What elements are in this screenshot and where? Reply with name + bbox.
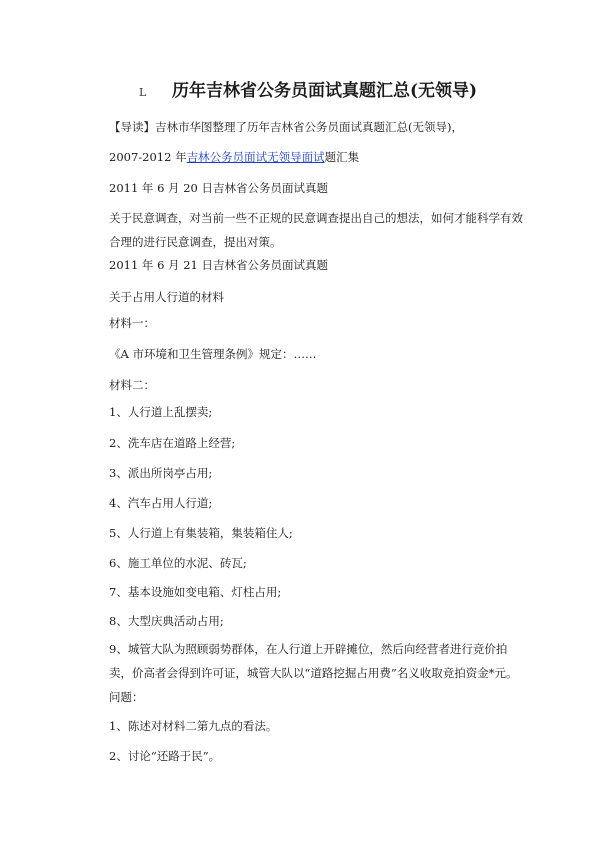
page-marker: L xyxy=(139,86,147,99)
date-heading-1: 2011 年 6 月 20 日吉林省公务员面试真题 xyxy=(109,181,328,195)
list-item: 6、施工单位的水泥、砖瓦; xyxy=(109,556,247,570)
collection-link[interactable]: 吉林公务员面试无领导面试 xyxy=(186,150,325,164)
list-item: 8、大型庆典活动占用; xyxy=(109,614,224,628)
list-item: 7、基本设施如变电箱、灯柱占用; xyxy=(109,585,282,599)
questions-label: 问题： xyxy=(109,690,144,704)
question-item: 2、讨论“还路于民”。 xyxy=(109,749,221,763)
collection-suffix: 题汇集 xyxy=(324,150,360,164)
date-heading-2: 2011 年 6 月 21 日吉林省公务员面试真题 xyxy=(109,258,328,272)
topic-line: 关于占用人行道的材料 xyxy=(109,290,224,304)
list-item: 1、人行道上乱摆卖; xyxy=(109,405,213,419)
collection-line xyxy=(109,150,359,164)
material-1-label: 材料一： xyxy=(109,316,155,330)
document-title: 历年吉林省公务员面试真题汇总(无领导) xyxy=(172,81,478,101)
list-item: 4、汽车占用人行道; xyxy=(109,496,213,510)
intro-text: 【导读】吉林市华图整理了历年吉林省公务员面试真题汇总(无领导)， xyxy=(109,120,463,134)
list-item-9: 9、城管大队为照顾弱势群体，在人行道上开辟摊位，然后向经营者进行竞价拍卖，价高者会得到许可证，城管大队以“道路挖掘占用费”名义收取竞拍资金*元。 xyxy=(109,642,518,680)
material-1-text: 《A 市环境和卫生管理条例》规定：…… xyxy=(109,347,317,361)
collection-prefix: 2007-2012 年 xyxy=(109,150,187,164)
question-1-text xyxy=(109,206,524,254)
list-item: 5、人行道上有集装箱，集装箱住人; xyxy=(109,526,293,540)
question-1-body: 关于民意调查，对当前一些不正规的民意调查提出自己的想法，如何才能科学有效合理的进行民意调查，提出对策。 xyxy=(109,211,523,249)
list-item: 2、洗车店在道路上经营; xyxy=(109,436,236,450)
list-item: 3、派出所岗亭占用; xyxy=(109,466,213,480)
material-2-label: 材料二： xyxy=(109,378,155,392)
question-item: 1、陈述对材料二第九点的看法。 xyxy=(109,719,278,733)
